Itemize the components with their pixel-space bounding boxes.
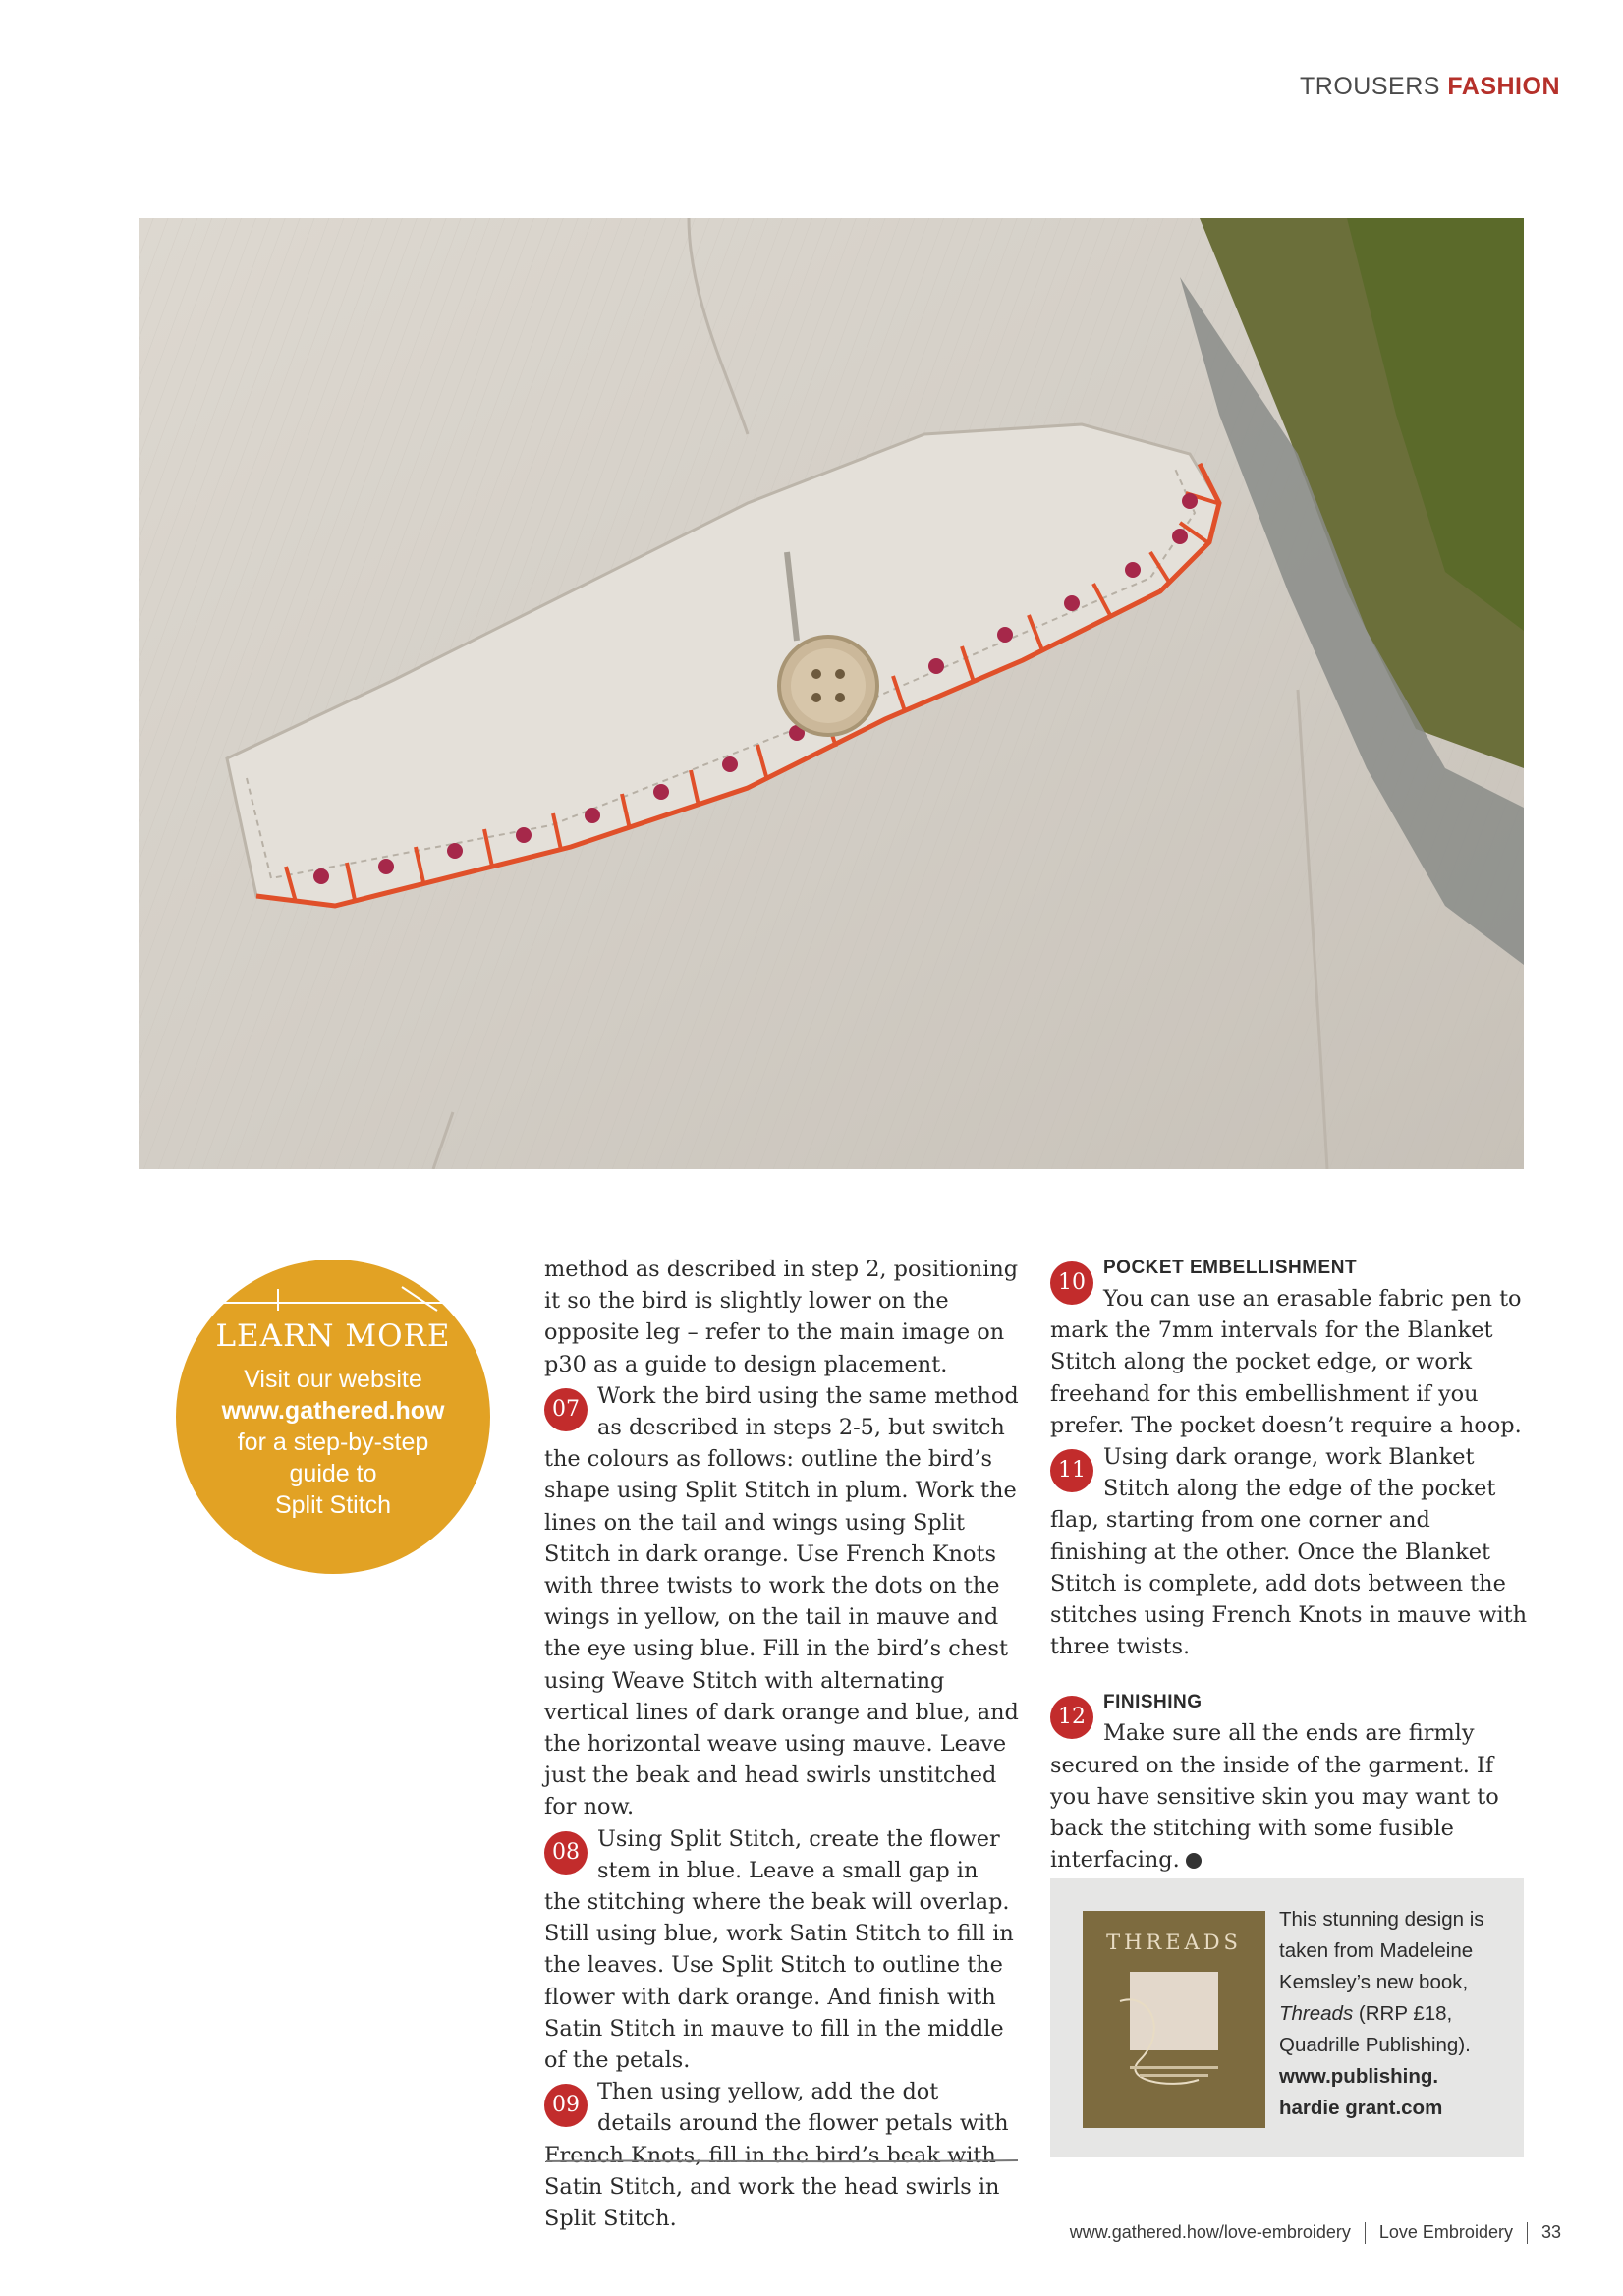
book-cover-illustration — [1110, 1972, 1238, 2109]
book-url[interactable]: hardie grant.com — [1279, 2097, 1443, 2119]
learn-more-line: Split Stitch — [274, 1491, 392, 1519]
learn-more-title: LEARN MORE — [215, 1318, 451, 1354]
learn-more-line: guide to — [289, 1460, 377, 1487]
book-promo-box — [1050, 1878, 1524, 2157]
step-09 — [544, 2076, 1020, 2234]
footer-magazine: Love Embroidery — [1378, 2222, 1513, 2242]
step-12 — [1050, 1688, 1532, 1876]
step-text: Work the bird using the same method as described in steps 2-5, but switch the colours as follows: outline the bird’s shape using Split Stitch in plum. Work the lines on the tail and wings using Split Stitch in dark orange. Use French Knots with three twists to work the dots on the wings in yellow, on the tail in mauve and the eye using blue. Fill in the bird’s chest using Weave Stitch with alternating vertical lines of dark orange and blue, and the horizontal weave using mauve. Leave just the beak and head swirls unstitched for now. — [544, 1382, 1019, 1820]
column-divider — [544, 2157, 1020, 2165]
step-number-badge: 12 — [1050, 1696, 1093, 1739]
learn-more-line: Visit our website — [244, 1366, 422, 1393]
section-label: TROUSERS — [1300, 73, 1440, 100]
section-header — [1300, 73, 1560, 101]
book-line: taken from Madeleine — [1279, 1939, 1474, 1962]
step-text: Using dark orange, work Blanket Stitch along the edge of the pocket flap, starting from one corner and finishing at the other. Once the Blanket Stitch is complete, add dots between the stitches using French Knots in mauve with three twists. — [1050, 1444, 1528, 1660]
book-url[interactable]: www.publishing. — [1279, 2065, 1439, 2088]
step-08 — [544, 1823, 1020, 2077]
step-number-badge: 08 — [544, 1831, 588, 1875]
page-number: 33 — [1540, 2222, 1561, 2242]
end-mark-icon — [1186, 1853, 1202, 1869]
step-number-badge: 09 — [544, 2084, 588, 2127]
step-10 — [1050, 1254, 1532, 1441]
trouser-pocket-photo — [139, 218, 1524, 1169]
step-number-badge: 10 — [1050, 1261, 1093, 1305]
book-line: Quadrille Publishing). — [1279, 2034, 1471, 2056]
text-column-1 — [544, 1254, 1020, 2234]
footer-url[interactable]: www.gathered.how/love-embroidery — [1069, 2222, 1351, 2242]
book-description — [1279, 1904, 1511, 2124]
step-07 — [544, 1380, 1020, 1823]
step-number-badge: 11 — [1050, 1449, 1093, 1492]
section-heading-finishing: FINISHING — [1103, 1692, 1203, 1713]
book-line: Kemsley’s new book, — [1279, 1971, 1469, 1993]
book-cover-image — [1083, 1911, 1265, 2128]
category-label: FASHION — [1447, 73, 1560, 100]
text-column-2 — [1050, 1254, 1532, 1876]
learn-more-line: for a step-by-step — [237, 1428, 429, 1456]
main-photo — [139, 218, 1524, 1169]
section-heading-pocket: POCKET EMBELLISHMENT — [1103, 1258, 1358, 1278]
step-text: You can use an erasable fabric pen to mark the 7mm intervals for the Blanket Stitch along the pocket edge, or work freehand for this embellishment if you prefer. The pocket doesn’t require a hoop. — [1050, 1286, 1522, 1438]
book-title: Threads — [1279, 2002, 1354, 2025]
step-text: Then using yellow, add the dot details around the flower petals with French Knots, fill in the bird’s beak with Satin Stitch, and work the head swirls in Split Stitch. — [544, 2079, 1009, 2232]
learn-more-body — [205, 1364, 461, 1521]
step-11 — [1050, 1441, 1532, 1662]
book-line: (RRP £18, — [1353, 2002, 1453, 2025]
needle-ornament-icon — [209, 1281, 457, 1316]
step-number-badge: 07 — [544, 1388, 588, 1431]
learn-more-circle — [176, 1260, 490, 1574]
learn-more-url[interactable]: www.gathered.how — [221, 1397, 445, 1425]
intro-paragraph: method as described in step 2, positioning it so the bird is slightly lower on the opposite leg – refer to the main image on p30 as a guide to design placement. — [544, 1257, 1019, 1377]
step-text: Using Split Stitch, create the flower stem in blue. Leave a small gap in the stitching where the beak will overlap. Still using blue, work Satin Stitch to fill in the leaves. Use Split Stitch to outline the flower with dark orange. And finish with Satin Stitch in mauve to fill in the middle of the petals. — [544, 1825, 1014, 2074]
step-text: Make sure all the ends are firmly secured on the inside of the garment. If you have sensitive skin you may want to back the stitching with some fusible interfacing. — [1050, 1720, 1499, 1874]
book-cover-title: THREADS — [1106, 1931, 1242, 1954]
book-line: This stunning design is — [1279, 1908, 1484, 1931]
page-footer — [1070, 2222, 1561, 2244]
